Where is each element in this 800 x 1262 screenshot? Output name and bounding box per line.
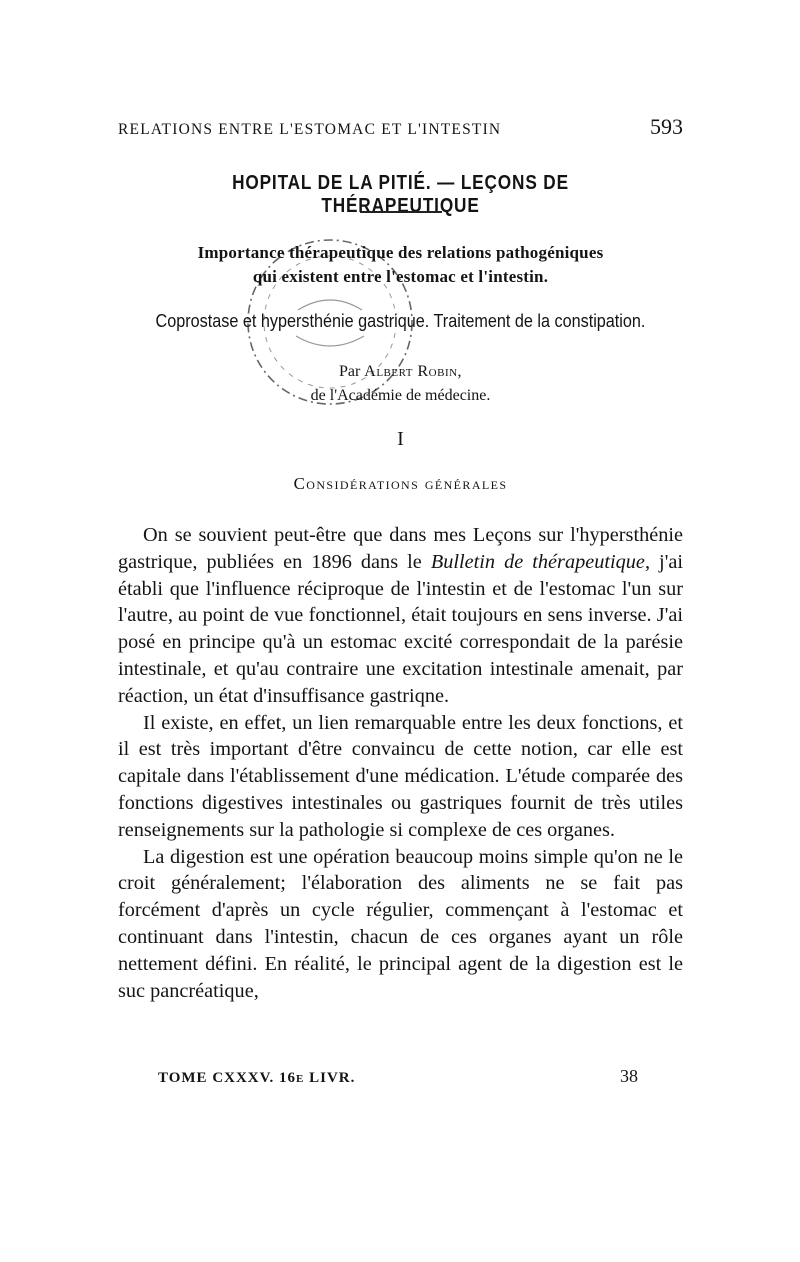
paragraph-2: Il existe, en effet, un lien remarquable entre les deux fonctions, et il est très important d'être convaincu de cette notion, car elle est capitale dans l'établissement d'une médication. L'étude comparée des fonctions digestives intestinales ou gastriques fournit de très utiles renseignements sur la pathologie si complexe de ces organes. bbox=[118, 711, 683, 841]
author-block bbox=[118, 360, 683, 408]
volume-signature: TOME CXXXV. 16e LIVR. bbox=[158, 1070, 356, 1086]
page-footer bbox=[158, 1066, 638, 1087]
paragraph-3: La digestion est une opération beaucoup moins simple qu'on ne le croit généralement; l'élaboration des aliments ne se fait pas forcément d'après un cycle régulier, commençant à l'estomac et continuant dans l'intestin, chacun de ces organes ayant un rôle nettement défini. En réalité, le principal agent de la digestion est le suc pancréatique, bbox=[118, 845, 683, 1002]
chapter-number: I bbox=[397, 428, 404, 450]
lesson-title-line-1: Importance thérapeutique des relations pathogéniques bbox=[197, 243, 604, 262]
paragraph-1-part-1: On se souvient peut-être que dans mes Leçons sur l'hypersthénie gastrique, publiées en 1896 dans le bbox=[118, 524, 683, 573]
lesson-title bbox=[118, 241, 683, 289]
lesson-title-line-2: qui existent entre l'estomac et l'intestin. bbox=[252, 267, 549, 286]
title-rule bbox=[360, 211, 442, 213]
section-title: HOPITAL DE LA PITIÉ. — LEÇONS DE THÉRAPEUTIQUE bbox=[232, 172, 569, 217]
chapter-title: Considérations générales bbox=[293, 474, 508, 493]
sheet-signature: 38 bbox=[620, 1066, 638, 1086]
author-affiliation: de l'Académie de médecine. bbox=[310, 387, 491, 404]
running-header bbox=[118, 114, 683, 140]
page-number: 593 bbox=[650, 114, 683, 139]
author-name: Albert Robin, bbox=[364, 363, 463, 380]
journal-title: Bulletin de thérapeutique bbox=[430, 550, 645, 573]
lesson-subtitle: Coprostase et hypersthénie gastrique. Traitement de la constipation. bbox=[155, 311, 646, 331]
paragraph-1-part-2: , j'ai établi que l'influence réciproque de l'intestin et de l'estomac l'un sur l'autre, au point de vue fonctionnel, était toujours en sens inverse. J'ai posé en principe qu'à un estomac excité correspondait de la parésie intestinale, et qu'au contraire une excitation intestinale amenait, par réaction, un état d'insuffisance gastriqne. bbox=[118, 550, 683, 707]
author-line bbox=[118, 360, 683, 384]
author-prefix: Par bbox=[338, 363, 365, 380]
paragraph-1 bbox=[118, 522, 683, 710]
running-title: RELATIONS ENTRE L'ESTOMAC ET L'INTESTIN bbox=[118, 121, 502, 138]
body-text bbox=[118, 522, 683, 1004]
